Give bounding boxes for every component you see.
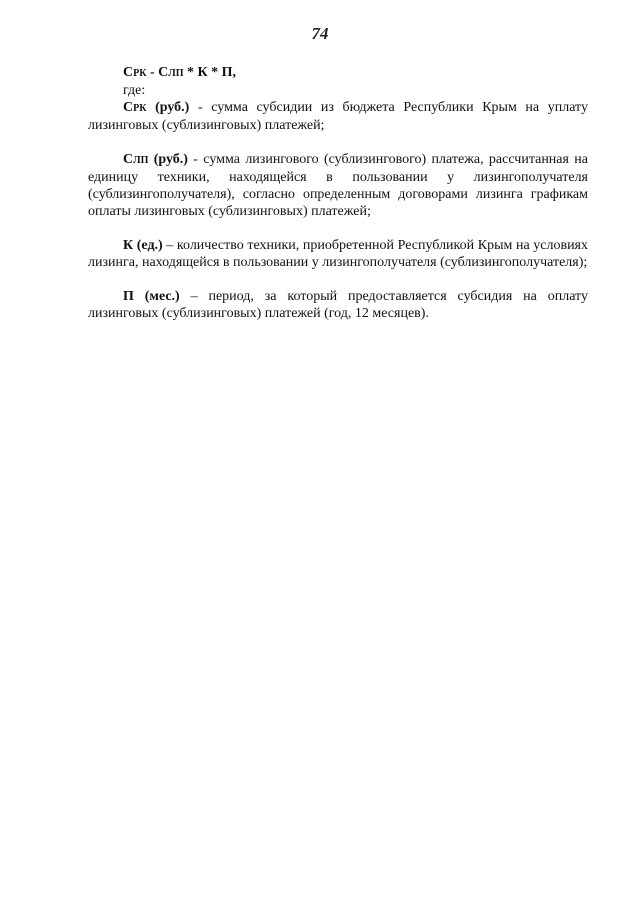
definition-text: – количество техники, приобретенной Республикой Крым на условиях лизинга, находящейся в пользовании у лизингополучателя (сублизингополучателя);: [88, 238, 589, 270]
definition-c-rk: [88, 99, 588, 134]
term-letter: С: [123, 100, 134, 115]
document-body: [88, 64, 588, 322]
definition-c-lp: [88, 151, 588, 220]
term-unit: (руб.): [146, 100, 190, 115]
definition-text: - сумма субсидии из бюджета Республики Крым на уплату лизинговых (сублизинговых) платежей;: [88, 100, 588, 133]
term-p: П (мес.): [123, 289, 180, 304]
term-k: К (ед.): [123, 238, 163, 253]
formula-lp-subscript: ЛП: [168, 68, 184, 79]
definition-text: – период, за который предоставляется субсидия на оплату лизинговых (сублизинговых) платежей (год, 12 месяцев).: [88, 289, 588, 321]
definition-k: [88, 237, 588, 271]
where-label: где:: [123, 83, 146, 98]
formula-tail: * К * П,: [183, 65, 237, 80]
formula: [123, 64, 588, 82]
definition-text: - сумма лизингового (сублизингового) платежа, рассчитанная на единицу техники, находящейся в пользовании у лизингополучателя (сублизингополучателя), согласно определенным договорами лизинга графикам оплаты лизинговых (сублизинговых) платежей;: [88, 152, 588, 219]
term-letter: С: [123, 152, 134, 167]
term-unit: (руб.): [148, 152, 188, 167]
formula-c-lp: - С: [146, 65, 169, 80]
page-number: 74: [311, 24, 329, 43]
formula-c-rk: С: [123, 65, 134, 80]
term-subscript: РК: [133, 103, 147, 114]
definition-p: [88, 288, 588, 322]
term-subscript: ЛП: [133, 155, 149, 166]
formula-rk-subscript: РК: [133, 68, 147, 79]
